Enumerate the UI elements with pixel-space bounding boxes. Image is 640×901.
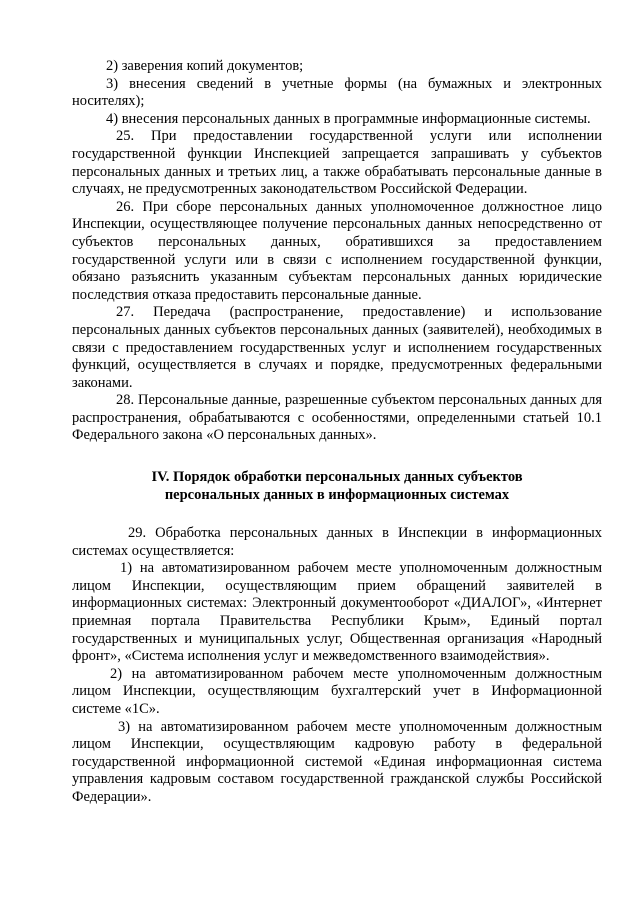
list-item-29-2: 2) на автоматизированном рабочем месте уполномоченным должностным лицом Инспекции, осуществляющим бухгалтерский учет в Информационной системе «1С». [72, 665, 602, 717]
paragraph-26: 26. При сборе персональных данных уполномоченное должностное лицо Инспекции, осуществляющее получение персональных данных непосредственно от субъектов персональных данных, обратившихся за предоставлением государственной услуги или в связи с исполнением государственной функции, обязано разъяснить указанным субъектам персональных данных юридические последствия отказа предоставить персональные данные. [72, 198, 602, 303]
paragraph-25: 25. При предоставлении государственной услуги или исполнении государственной функции Инспекцией запрещается запрашивать у субъектов персональных данных и третьих лиц, а также обрабатывать персональные данные в случаях, не предусмотренных законодательством Российской Федерации. [72, 128, 602, 198]
paragraph-28: 28. Персональные данные, разрешенные субъектом персональных данных для распространения, обрабатываются с особенностями, определенными статьей 10.1 Федерального закона «О персональных данных». [72, 392, 602, 444]
list-item-29-1: 1) на автоматизированном рабочем месте уполномоченным должностным лицом Инспекции, осуществляющим прием обращений заявителей в информационных системах: Электронный документооборот «ДИАЛОГ», «Интернет приемная портала Правительства Республики Крым», Единый портал государственных и муниципальных услуг, Общественная организация «Народный фронт», «Система исполнения услуг и межведомственного взаимодействия». [72, 560, 602, 665]
section-heading [72, 468, 602, 504]
list-item-3: 3) внесения сведений в учетные формы (на бумажных и электронных носителях); [72, 75, 602, 110]
list-item-29-3: 3) на автоматизированном рабочем месте уполномоченным должностным лицом Инспекции, осуществляющим кадровую работу в федеральной государственной информационной системой «Единая информационная система управления кадровым составом государственной гражданской службы Российской Федерации». [72, 718, 602, 805]
document-body [72, 58, 602, 807]
section-heading-line-1: IV. Порядок обработки персональных данных субъектов [151, 469, 523, 486]
section-heading-line-2: персональных данных в информационных системах [164, 487, 510, 504]
paragraph-27: 27. Передача (распространение, предоставление) и использование персональных данных субъектов персональных данных (заявителей), необходимых в связи с предоставлением государственных услуг и исполнением государственных функций, осуществляется в случаях и порядке, предусмотренных федеральными законами. [72, 304, 602, 391]
paragraph-29: 29. Обработка персональных данных в Инспекции в информационных системах осуществляется: [72, 525, 602, 559]
list-item-4: 4) внесения персональных данных в программные информационные системы. [106, 110, 591, 127]
list-item-2: 2) заверения копий документов; [106, 58, 304, 74]
